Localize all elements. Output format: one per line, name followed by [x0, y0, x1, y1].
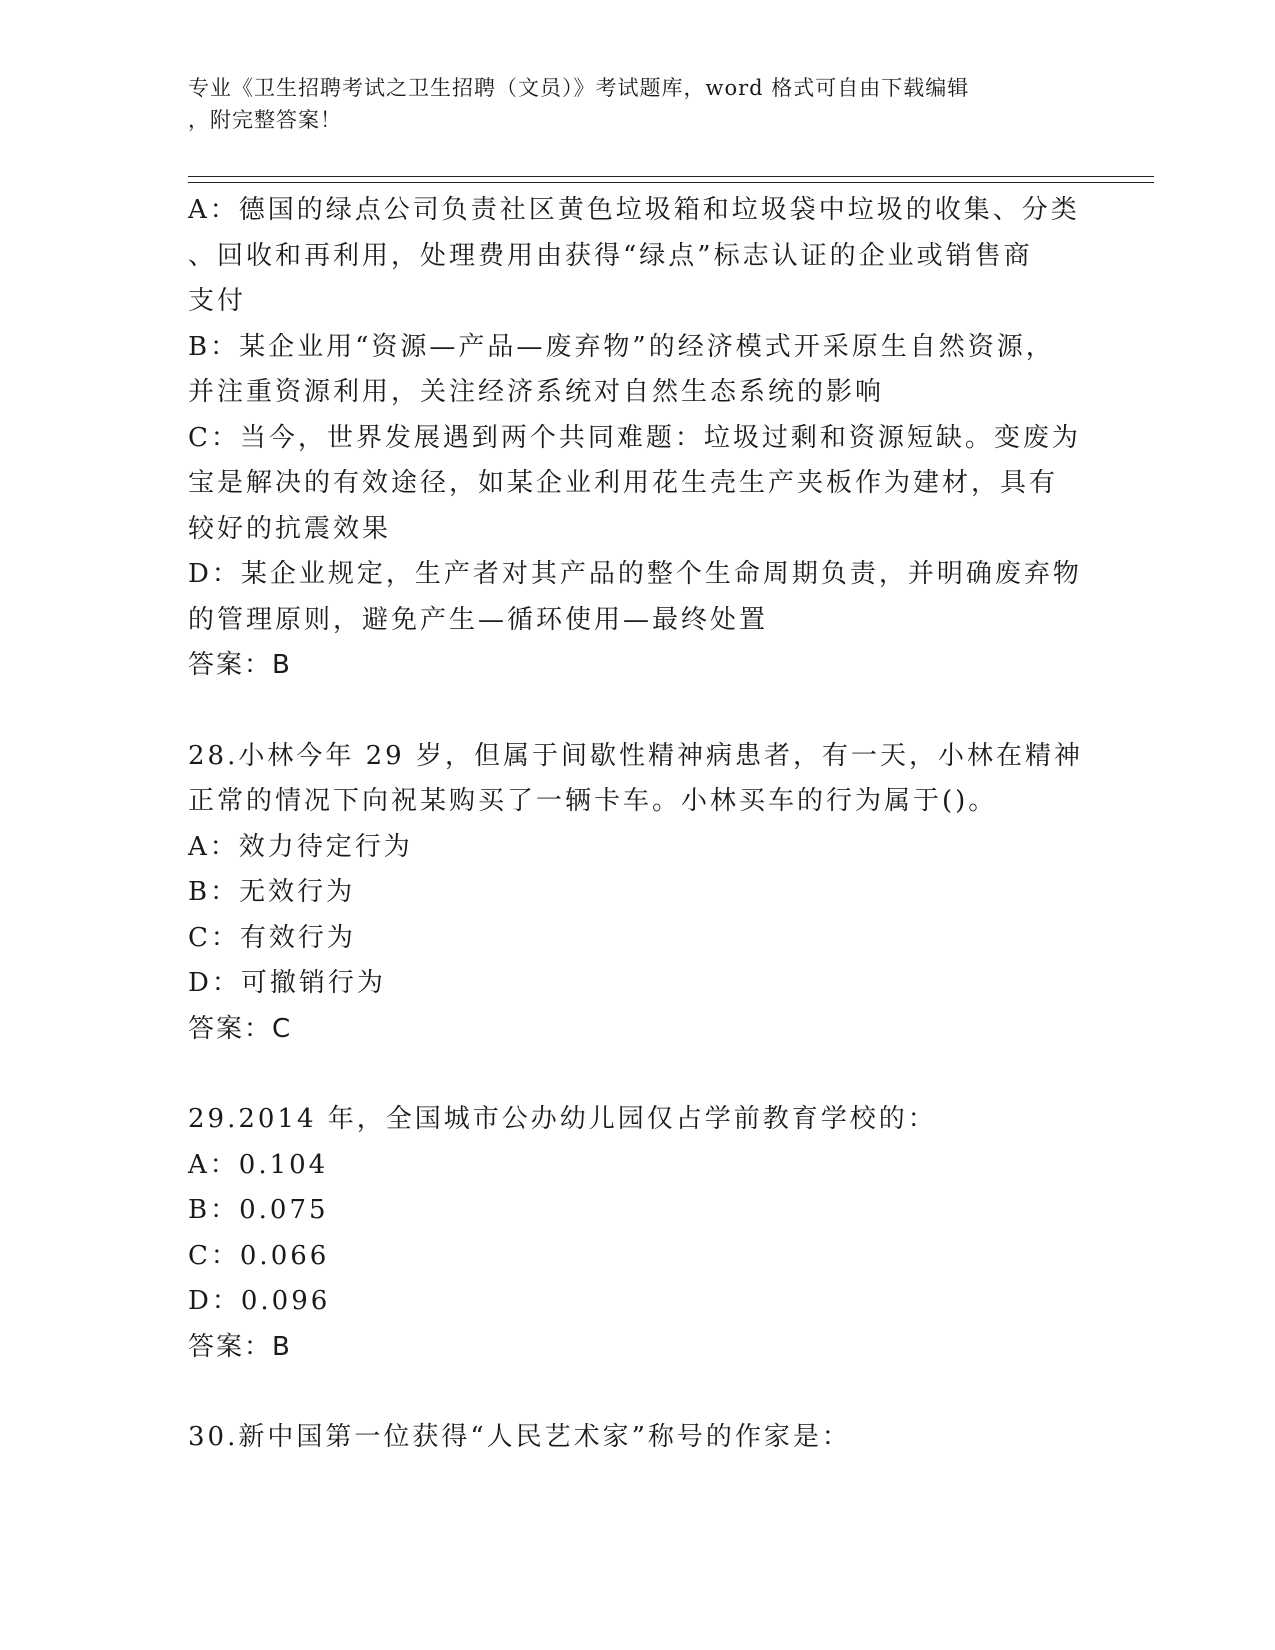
- question-content: [188, 188, 1088, 1461]
- q28-stem-line-1: 28.小林今年 29 岁，但属于间歇性精神病患者，有一天，小林在精神: [188, 740, 1083, 771]
- q29-option-c: C：0.066: [188, 1240, 330, 1271]
- q27-option-a-line-2: 、回收和再利用，处理费用由获得“绿点”标志认证的企业或销售商: [188, 240, 1033, 271]
- q28-answer: 答案：C: [188, 1013, 293, 1044]
- q28-option-a: A：效力待定行为: [188, 831, 413, 862]
- q27-option-c-line-1: C：当今，世界发展遇到两个共同难题：垃圾过剩和资源短缺。变废为: [188, 422, 1081, 453]
- q29-answer: 答案：B: [188, 1331, 292, 1362]
- header-rule-top: [188, 176, 1154, 177]
- q27-option-c-line-2: 宝是解决的有效途径，如某企业利用花生壳生产夹板作为建材，具有: [188, 468, 1059, 498]
- q27-option-a-line-1: A：德国的绿点公司负责社区黄色垃圾箱和垃圾袋中垃圾的收集、分类: [188, 195, 1080, 225]
- spacer: [188, 1370, 1088, 1415]
- q29-option-d: D：0.096: [188, 1286, 331, 1316]
- q28-stem-line-2: 正常的情况下向祝某购买了一辆卡车。小林买车的行为属于()。: [188, 786, 998, 816]
- header-line-1: 专业《卫生招聘考试之卫生招聘（文员）》考试题库，word 格式可自由下载编辑: [188, 76, 970, 100]
- q27-option-c-line-3: 较好的抗震效果: [188, 513, 392, 544]
- question-30: [188, 1415, 1088, 1461]
- q29-option-b: B：0.075: [188, 1195, 329, 1225]
- document-header: [188, 72, 1068, 136]
- spacer: [188, 1052, 1088, 1097]
- question-28: [188, 734, 1088, 1053]
- spacer: [188, 689, 1088, 734]
- q27-option-d-line-2: 的管理原则，避免产生—循环使用—最终处置: [188, 604, 769, 635]
- q29-option-a: A：0.104: [188, 1149, 329, 1180]
- q27-answer: 答案：B: [188, 650, 292, 680]
- question-29: [188, 1097, 1088, 1370]
- question-27: [188, 188, 1088, 689]
- q28-option-c: C：有效行为: [188, 922, 356, 953]
- q27-option-d-line-1: D：某企业规定，生产者对其产品的整个生命周期负责，并明确废弃物: [188, 559, 1082, 589]
- q27-option-b-line-2: 并注重资源利用，关注经济系统对自然生态系统的影响: [188, 377, 885, 407]
- q29-stem: 29.2014 年，全国城市公办幼儿园仅占学前教育学校的：: [188, 1104, 937, 1134]
- q27-option-a-line-3: 支付: [188, 286, 247, 316]
- q27-option-b-line-1: B：某企业用“资源—产品—废弃物”的经济模式开采原生自然资源，: [188, 331, 1055, 362]
- header-line-2: ，附完整答案！: [188, 108, 342, 132]
- q28-option-b: B：无效行为: [188, 877, 356, 907]
- header-rule-bottom: [188, 182, 1154, 183]
- q30-stem: 30.新中国第一位获得“人民艺术家”称号的作家是：: [188, 1422, 851, 1452]
- q28-option-d: D：可撤销行为: [188, 968, 386, 998]
